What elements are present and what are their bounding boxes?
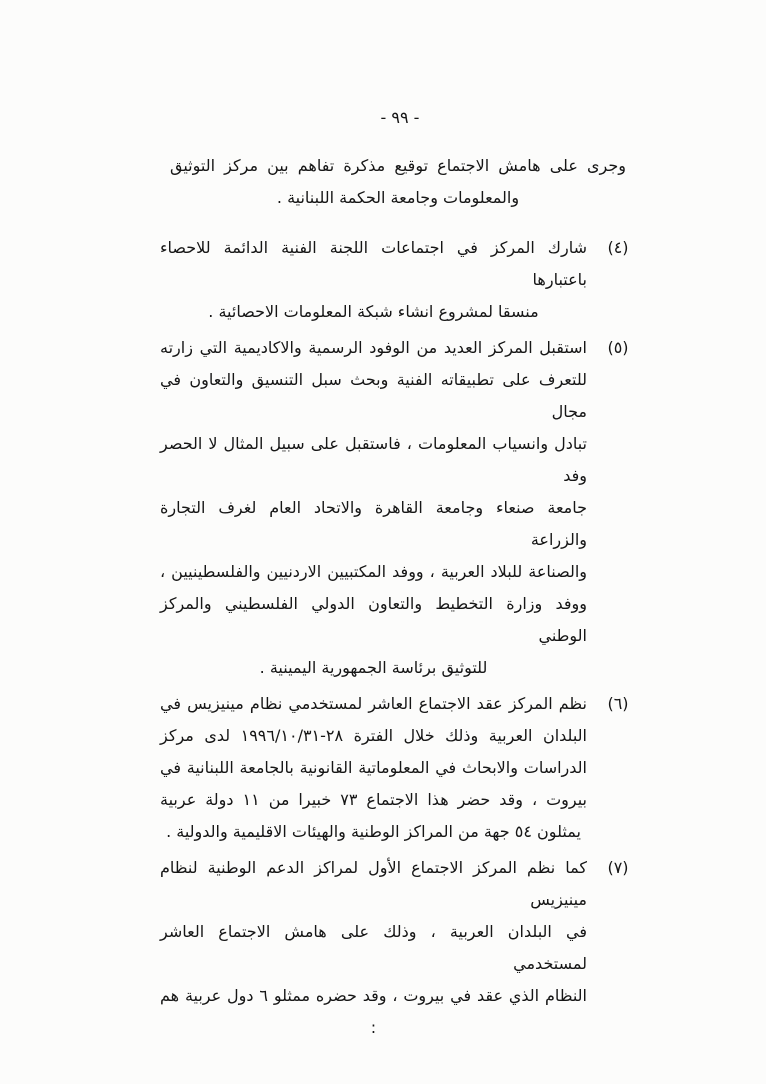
item-marker: (٥) [607, 338, 629, 357]
text-line: بيروت ، وقد حضر هذا الاجتماع ٧٣ خبيرا من ١١ دولة عربية [160, 790, 588, 809]
item-body [160, 688, 587, 848]
text-line: تبادل وانسياب المعلومات ، فاستقبل على سبيل المثال لا الحصر وفد [160, 434, 587, 485]
item-marker: (٧) [607, 858, 629, 877]
item-body [160, 852, 587, 1044]
intro-paragraph [170, 150, 626, 214]
text-line: للتعرف على تطبيقاته الفنية وبحث سبل التنسيق والتعاون في مجال [160, 370, 587, 421]
text-line: منسقا لمشروع انشاء شبكة المعلومات الاحصائية . [208, 302, 539, 321]
numbered-item [160, 852, 640, 1044]
text-line: في البلدان العربية ، وذلك على هامش الاجتماع العاشر لمستخدمي [160, 922, 587, 973]
text-line: الدراسات والابحاث في المعلوماتية القانونية بالجامعة اللبنانية في [160, 758, 587, 777]
numbered-item [160, 232, 640, 328]
text-line: كما نظم المركز الاجتماع الأول لمراكز الدعم الوطنية لنظام مينيزيس [160, 858, 587, 909]
text-line: للتوثيق برئاسة الجمهورية اليمينية . [259, 658, 488, 677]
text-line: جامعة صنعاء وجامعة القاهرة والاتحاد العام لغرف التجارة والزراعة [160, 498, 587, 549]
page-number: - ٩٩ - [380, 108, 420, 127]
item-marker: (٤) [607, 238, 629, 257]
item-body [160, 232, 587, 328]
text-line: يمثلون ٥٤ جهة من المراكز الوطنية والهيئات الاقليمية والدولية . [166, 822, 581, 841]
text-line: ووفد وزارة التخطيط والتعاون الدولي الفلسطيني والمركز الوطني [160, 594, 587, 645]
numbered-item [160, 688, 640, 848]
item-body [160, 332, 587, 684]
text-line: استقبل المركز العديد من الوفود الرسمية والاكاديمية التي زارته [160, 338, 587, 357]
text-line: وجرى على هامش الاجتماع توقيع مذكرة تفاهم بين مركز التوثيق [170, 156, 626, 175]
numbered-items [160, 232, 640, 1044]
text-line: النظام الذي عقد في بيروت ، وقد حضره ممثلو ٦ دول عربية هم : [160, 986, 587, 1037]
text-line: شارك المركز في اجتماعات اللجنة الفنية الدائمة للاحصاء باعتبارها [160, 238, 587, 289]
text-line: والصناعة للبلاد العربية ، ووفد المكتبيين الاردنيين والفلسطينيين ، [160, 562, 587, 581]
item-marker: (٦) [607, 694, 629, 713]
page-content [160, 0, 640, 1048]
numbered-item [160, 332, 640, 684]
text-line: البلدان العربية وذلك خلال الفترة ٢٨‏-‏٣١‏/‏١٠‏/‏١٩٩٦ لدى مركز [160, 726, 588, 745]
text-line: نظم المركز عقد الاجتماع العاشر لمستخدمي نظام مينيزيس في [160, 694, 587, 713]
text-line: والمعلومات وجامعة الحكمة اللبنانية . [276, 188, 520, 207]
